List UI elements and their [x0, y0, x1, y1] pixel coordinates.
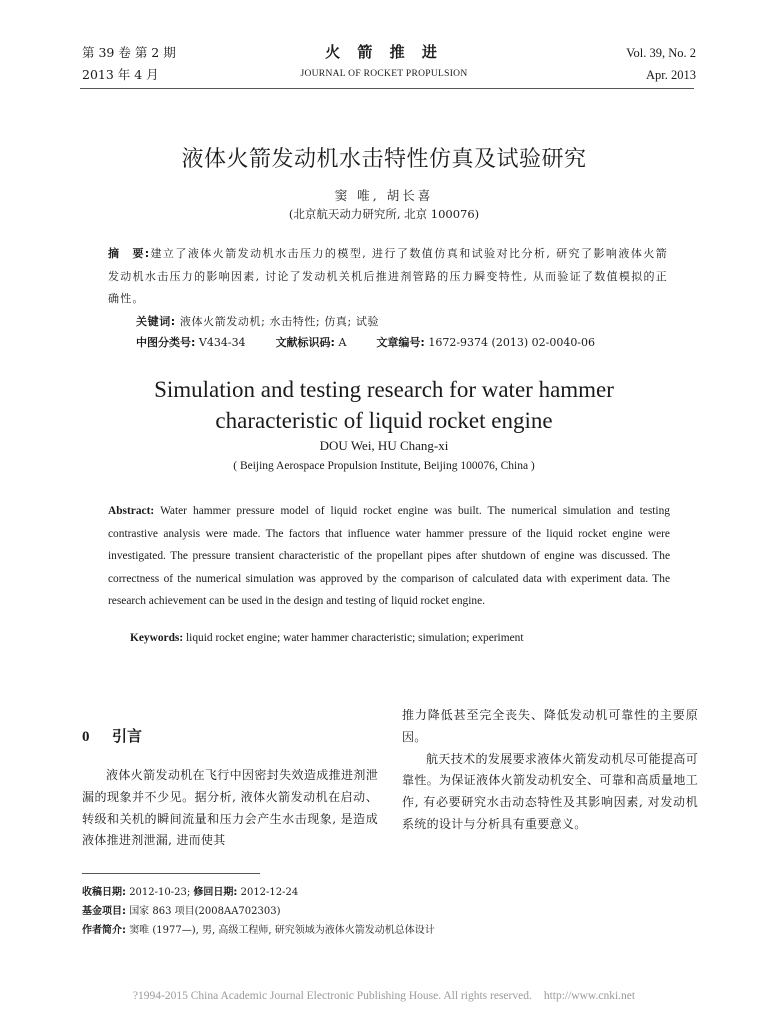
- cn-authors: 窦 唯, 胡长喜: [334, 188, 434, 203]
- journal-name-en: JOURNAL OF ROCKET PROPULSION: [300, 69, 468, 79]
- cn-keywords-text: 液体火箭发动机; 水击特性; 仿真; 试验: [179, 315, 380, 328]
- en-title-line1: Simulation and testing research for water hammer: [154, 377, 614, 402]
- right-column: [402, 705, 698, 836]
- en-abstract-label: Abstract:: [108, 505, 155, 517]
- cn-abstract: [108, 243, 668, 311]
- cn-classification: [136, 332, 696, 354]
- volume-issue-en: Vol. 39, No. 2: [626, 46, 696, 60]
- right-paragraph-1: 推力降低甚至完全丧失、降低发动机可靠性的主要原因。: [402, 708, 698, 744]
- cn-keywords: [136, 311, 676, 333]
- footnotes: [82, 883, 435, 940]
- header-rule: [80, 88, 694, 89]
- cn-title: 液体火箭发动机水击特性仿真及试验研究: [181, 147, 587, 172]
- author-value: 窦唯 (1977—), 男, 高级工程师, 研究领域为液体火箭发动机总体设计: [129, 925, 435, 936]
- footnote-rule: [82, 873, 260, 874]
- footer-watermark: [0, 990, 768, 1002]
- date-cn: 2013 年 4 月: [82, 67, 159, 82]
- en-affiliation: ( Beijing Aerospace Propulsion Institute, Beijing 100076, China ): [233, 460, 535, 472]
- en-authors: DOU Wei, HU Chang-xi: [319, 438, 449, 453]
- doc-code-label: 文献标识码:: [275, 336, 335, 349]
- cn-abstract-label: 摘 要:: [108, 247, 151, 260]
- en-keywords: [130, 627, 670, 649]
- footer-copyright: ?1994-2015 China Academic Journal Electronic Publishing House. All rights reserved.: [132, 990, 532, 1002]
- section-title: 引言: [112, 727, 143, 745]
- footnote-fund: [82, 902, 435, 921]
- cn-affiliation: (北京航天动力研究所, 北京 100076): [288, 207, 480, 221]
- author-label: 作者简介:: [82, 925, 126, 936]
- doc-code-value: A: [338, 336, 347, 349]
- section-heading: [82, 725, 142, 746]
- section-number: 0: [82, 729, 90, 745]
- clc-label: 中图分类号:: [136, 336, 196, 349]
- footnote-author: [82, 921, 435, 940]
- footnote-dates: [82, 883, 435, 902]
- en-keywords-text: liquid rocket engine; water hammer characteristic; simulation; experiment: [186, 632, 524, 644]
- cn-abstract-text: 建立了液体火箭发动机水击压力的模型, 进行了数值仿真和试验对比分析, 研究了影响液体火箭发动机水击压力的影响因素, 讨论了发动机关机后推进剂管路的压力瞬变特性, 从而验证了数值模拟的正确性。: [108, 247, 668, 305]
- fund-value: 国家 863 项目(2008AA702303): [129, 906, 281, 917]
- footer-url: http://www.cnki.net: [543, 990, 636, 1002]
- article-no-label: 文章编号:: [376, 336, 425, 349]
- en-abstract: [108, 500, 670, 613]
- left-column: [82, 765, 378, 852]
- date-en: Apr. 2013: [646, 68, 696, 82]
- article-no-value: 1672-9374 (2013) 02-0040-06: [428, 336, 596, 349]
- cn-keywords-label: 关键词:: [136, 315, 176, 328]
- received-value: 2012-10-23;: [129, 887, 191, 898]
- received-label: 收稿日期:: [82, 887, 126, 898]
- header-right: [626, 42, 696, 86]
- left-paragraph: 液体火箭发动机在飞行中因密封失效造成推进剂泄漏的现象并不少见。据分析, 液体火箭发动机在启动、转级和关机的瞬间流量和压力会产生水击现象, 是造成液体推进剂泄漏, 进而使其: [82, 768, 378, 848]
- volume-issue-cn: 第 39 卷 第 2 期: [82, 45, 176, 60]
- revised-label: 修回日期:: [193, 887, 238, 898]
- fund-label: 基金项目:: [82, 906, 126, 917]
- en-title: [0, 374, 768, 436]
- en-title-line2: characteristic of liquid rocket engine: [215, 408, 553, 433]
- en-keywords-label: Keywords:: [130, 632, 184, 644]
- journal-name-cn: 火 箭 推 进: [325, 43, 443, 61]
- en-abstract-text: Water hammer pressure model of liquid rocket engine was built. The numerical simulation and testing contrastive analysis were made. The factors that influence water hammer pressure of the liquid rocket engine were investigated. The pressure transient characteristic of the propellant pipes after shutdown of engine was discussed. The correctness of the numerical simulation was approved by the comparison of calculated data with experiment data. The research achievement can be used in the design and testing of liquid rocket engine.: [108, 505, 670, 607]
- clc-value: V434-34: [198, 336, 246, 349]
- revised-value: 2012-12-24: [240, 887, 299, 898]
- right-paragraph-2: 航天技术的发展要求液体火箭发动机尽可能提高可靠性。为保证液体火箭发动机安全、可靠和高质量地工作, 有必要研究水击动态特性及其影响因素, 对发动机系统的设计与分析具有重要意义。: [402, 751, 698, 831]
